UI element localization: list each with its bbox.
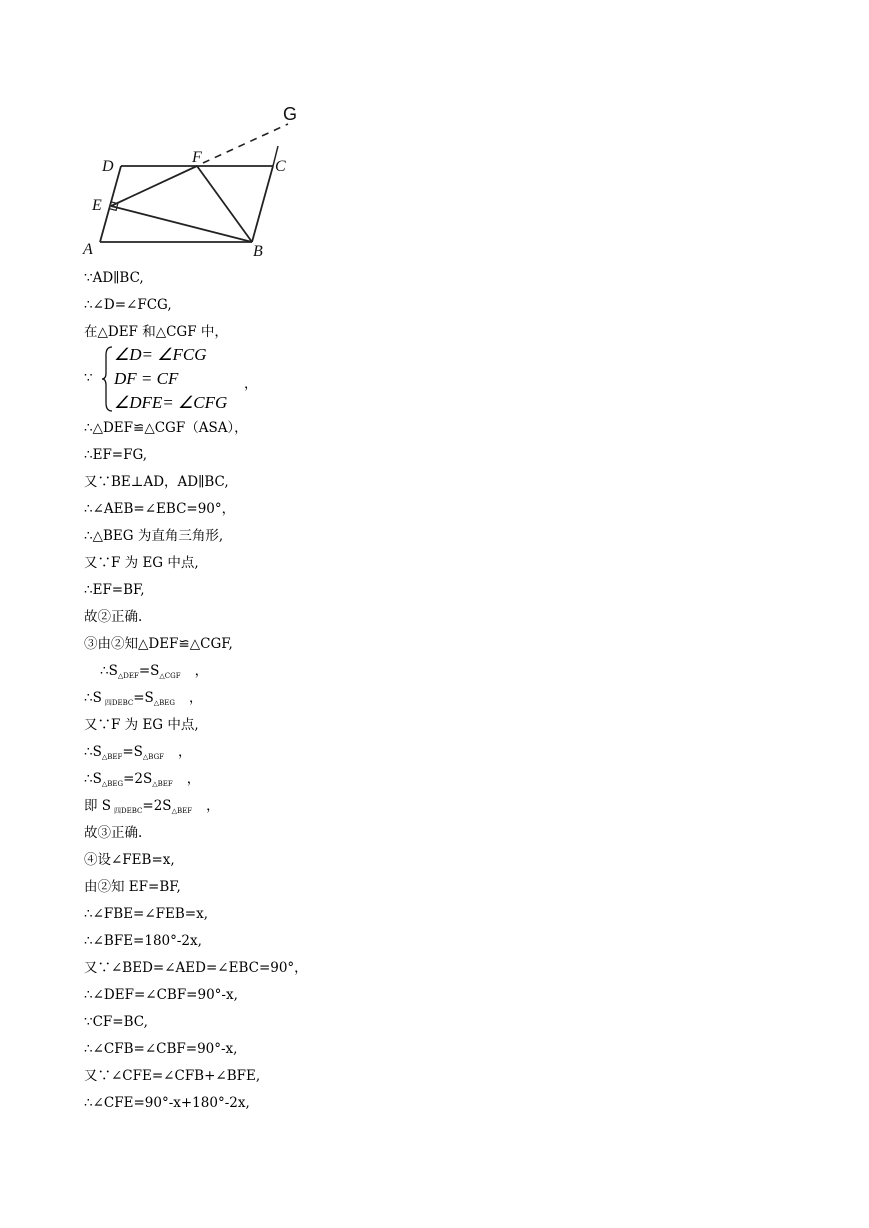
proof-line-3: 在△DEF 和△CGF 中， — [84, 324, 228, 340]
proof-line-12: ③由②知△DEF≌△CGF, — [84, 636, 233, 652]
area-prefix: ∴S — [100, 663, 118, 679]
area-equals: =2S — [123, 771, 153, 787]
proof-line-14 — [84, 685, 203, 712]
area-prefix: 即 S — [84, 798, 112, 814]
line-comma: ， — [178, 744, 192, 760]
proof-line-27: ∴∠CFB=∠CBF=90°-x, — [84, 1041, 238, 1057]
proof-line-13 — [100, 658, 208, 685]
equation-system — [84, 345, 284, 415]
proof-line-10: ∴EF=BF, — [84, 582, 145, 598]
proof-line-16 — [84, 739, 192, 766]
proof-line-17 — [84, 766, 200, 793]
proof-line-23: ∴∠BFE=180°-2x, — [84, 933, 202, 949]
label-e: E — [92, 197, 102, 214]
proof-line-18 — [84, 793, 220, 820]
proof-line-22: ∴∠FBE=∠FEB=x, — [84, 906, 209, 922]
proof-line-29: ∴∠CFE=90°-x+180°-2x, — [84, 1095, 250, 1111]
proof-line-24: 又∵∠BED=∠AED=∠EBC=90°， — [84, 960, 308, 976]
because-symbol: ∵ — [84, 370, 93, 386]
label-g: G — [283, 104, 298, 124]
segment-ef — [111, 166, 197, 206]
line-comma: ， — [206, 798, 220, 814]
area-equals: =S — [133, 690, 154, 706]
line-comma: ， — [194, 663, 209, 679]
equation-comma: ， — [244, 376, 258, 392]
area-subscript: △CGF — [159, 672, 181, 680]
proof-line-25: ∴∠DEF=∠CBF=90°-x, — [84, 987, 238, 1003]
proof-line-4: ∴△DEF≌△CGF（ASA）， — [84, 420, 248, 436]
area-prefix: ∴S — [84, 771, 102, 787]
area-subscript: 四DEBC — [114, 807, 143, 815]
proof-line-1: ∵AD∥BC, — [84, 270, 144, 286]
label-d: D — [102, 158, 114, 175]
area-subscript: △DEF — [117, 672, 139, 680]
label-c: C — [275, 158, 286, 175]
side-cb — [252, 166, 273, 242]
area-subscript: △BEF — [152, 780, 173, 788]
equation-1: ∠D= ∠FCG — [114, 345, 207, 364]
proof-line-6: 又∵BE⊥AD，AD∥BC, — [84, 474, 229, 490]
label-b: B — [253, 243, 263, 260]
proof-line-2: ∴∠D=∠FCG, — [84, 297, 172, 313]
left-brace — [102, 345, 114, 413]
proof-line-26: ∵CF=BC, — [84, 1014, 148, 1030]
proof-line-8: ∴△BEG 为直角三角形, — [84, 528, 224, 544]
proof-line-5: ∴EF=FG, — [84, 447, 148, 463]
area-subscript: △BEF — [171, 807, 193, 815]
area-equals: =S — [138, 663, 160, 679]
proof-line-21: 由②知 EF=BF, — [84, 879, 181, 895]
area-prefix: ∴S — [84, 690, 102, 706]
proof-line-7: ∴∠AEB=∠EBC=90°， — [84, 501, 236, 517]
proof-line-19: 故③正确. — [84, 825, 143, 841]
proof-line-9: 又∵F 为 EG 中点, — [84, 555, 199, 571]
label-f: F — [192, 149, 202, 166]
proof-line-28: 又∵∠CFE=∠CFB+∠BFE, — [84, 1068, 261, 1084]
area-subscript: △BEG — [101, 780, 124, 788]
area-subscript: △BGF — [142, 753, 165, 761]
area-prefix: ∴S — [84, 744, 102, 760]
equation-3: ∠DFE= ∠CFG — [114, 393, 228, 412]
line-comma: ， — [189, 690, 203, 706]
area-equals: =S — [122, 744, 143, 760]
line-comma: ， — [186, 771, 201, 787]
proof-line-15: 又∵F 为 EG 中点, — [84, 717, 199, 733]
proof-line-11: 故②正确. — [84, 609, 143, 625]
area-subscript: △BEF — [101, 753, 123, 761]
geometry-figure — [78, 96, 308, 262]
area-subscript: 四DEBC — [104, 699, 134, 707]
parallelogram-diagram — [78, 96, 308, 262]
equation-2: DF = CF — [114, 369, 179, 388]
area-equals: =2S — [142, 798, 172, 814]
label-a: A — [83, 241, 93, 258]
proof-line-20: ④设∠FEB=x, — [84, 852, 175, 868]
area-subscript: △BEG — [153, 699, 175, 707]
